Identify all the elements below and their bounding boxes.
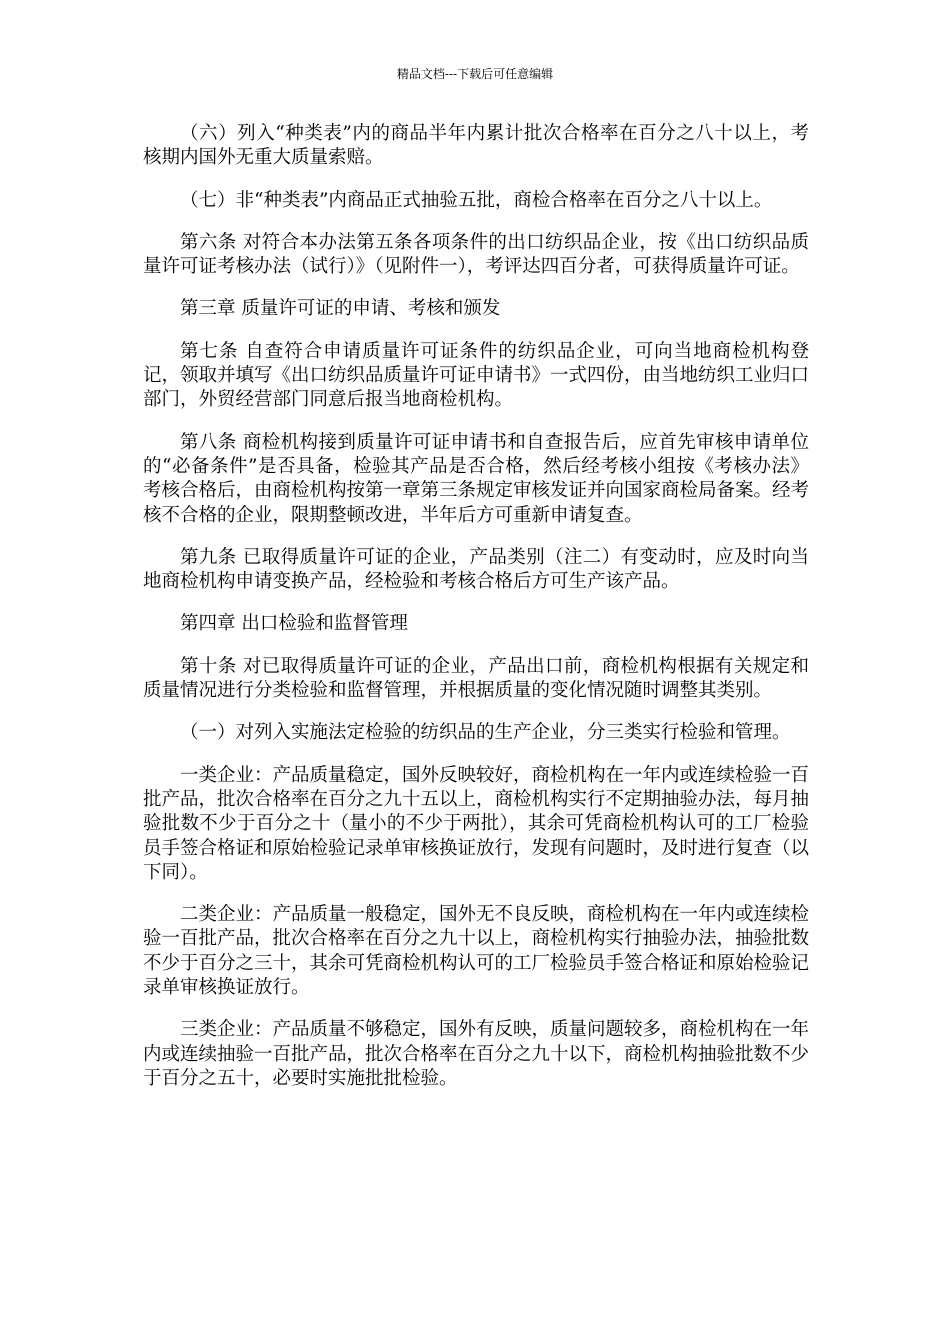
paragraph-item-6: （六）列入“种类表”内的商品半年内累计批次合格率在百分之八十以上，考核期内国外无重大质量索赔。 bbox=[143, 123, 809, 169]
paragraph-class-3: 三类企业：产品质量不够稳定，国外有反映，质量问题较多，商检机构在一年内或连续抽验一百批产品，批次合格率在百分之九十以下，商检机构抽验批数不少于百分之五十，必要时实施批批检验。 bbox=[143, 1019, 810, 1089]
paragraph-item-7: （七）非“种类表”内商品正式抽验五批，商检合格率在百分之八十以上。 bbox=[180, 189, 773, 211]
chapter-3-heading: 第三章 质量许可证的申请、考核和颁发 bbox=[180, 298, 501, 320]
paragraph-article-6: 第六条 对符合本办法第五条各项条件的出口纺织品企业，按《出口纺织品质量许可证考核办法（试行）》（见附件一），考评达四百分者，可获得质量许可证。 bbox=[143, 231, 809, 278]
paragraph-item-1: （一）对列入实施法定检验的纺织品的生产企业，分三类实行检验和管理。 bbox=[180, 722, 791, 744]
document-body bbox=[143, 122, 809, 1109]
paragraph-article-7: 第七条 自查符合申请质量许可证条件的纺织品企业，可向当地商检机构登记，领取并填写《出口纺织品质量许可证申请书》一式四份，由当地纺织工业归口部门，外贸经营部门同意后报当地商检机构。 bbox=[143, 340, 810, 411]
paragraph-article-9: 第九条 已取得质量许可证的企业，产品类别（注二）有变动时，应及时向当地商检机构申请变换产品，经检验和考核合格后方可生产该产品。 bbox=[143, 546, 809, 593]
paragraph-class-1: 一类企业：产品质量稳定，国外反映较好，商检机构在一年内或连续检验一百批产品，批次合格率在百分之九十五以上，商检机构实行不定期抽验办法，每月抽验批数不少于百分之十（量小的不少于两批），其余可凭商检机构认可的工厂检验员手签合格证和原始检验记录单审核换证放行，发现有问题时，及时进行复查（以下同）。 bbox=[143, 764, 810, 883]
chapter-4-heading: 第四章 出口检验和监督管理 bbox=[180, 613, 408, 635]
page-header: 精品文档---下载后可任意编辑 bbox=[396, 67, 554, 81]
paragraph-class-2: 二类企业：产品质量一般稳定，国外无不良反映，商检机构在一年内或连续检验一百批产品，批次合格率在百分之九十以上，商检机构实行抽验办法，抽验批数不少于百分之三十，其余可凭商检机构认可的工厂检验员手签合格证和原始检验记录单审核换证放行。 bbox=[143, 904, 810, 999]
paragraph-article-10: 第十条 对已取得质量许可证的企业，产品出口前，商检机构根据有关规定和质量情况进行分类检验和监督管理，并根据质量的变化情况随时调整其类别。 bbox=[143, 655, 809, 702]
paragraph-article-8: 第八条 商检机构接到质量许可证申请书和自查报告后，应首先审核申请单位的“必备条件”是否具备，检验其产品是否合格，然后经考核小组按《考核办法》考核合格后，由商检机构按第一章第三条规定审核发证并向国家商检局备案。经考核不合格的企业，限期整顿改进，半年后方可重新申请复查。 bbox=[143, 431, 810, 526]
